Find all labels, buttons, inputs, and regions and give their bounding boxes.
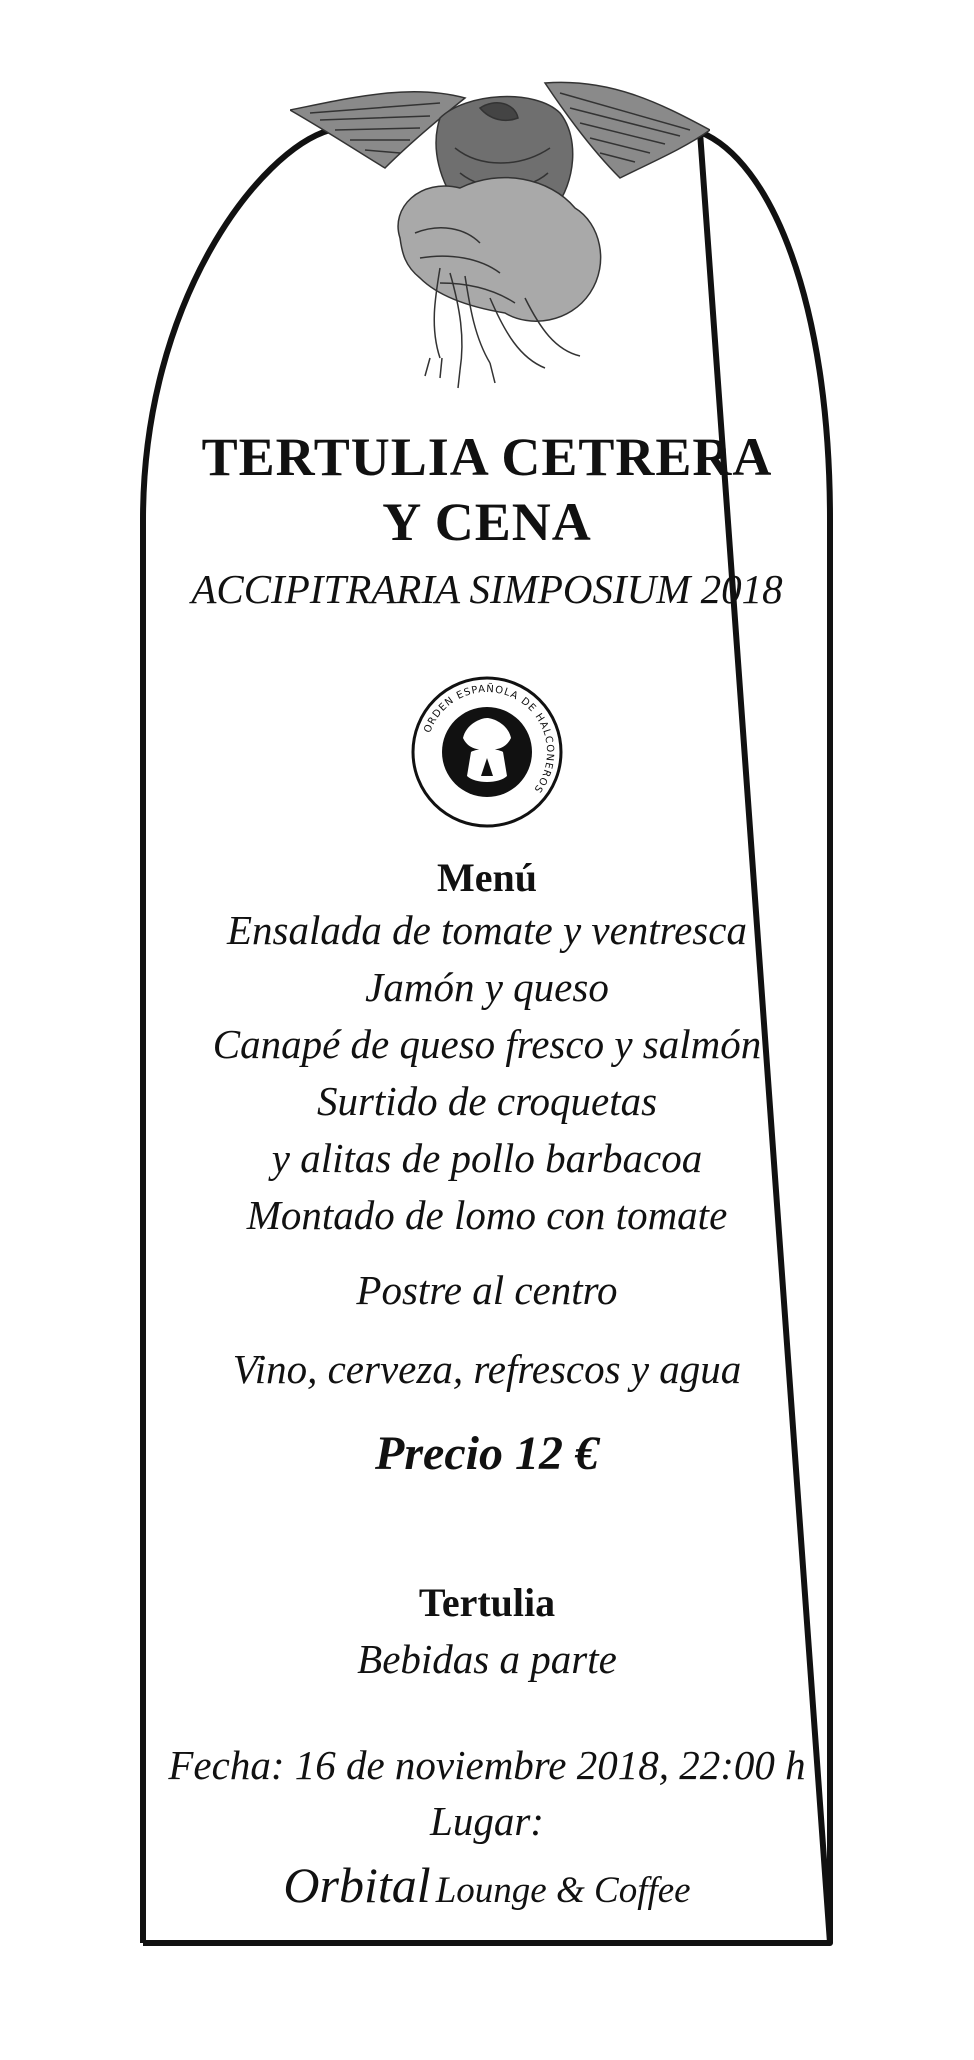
menu-item-1: Ensalada de tomate y ventresca (227, 907, 747, 953)
title-line-1: TERTULIA CETRERA (201, 427, 773, 487)
falcon-on-glove-illustration (290, 58, 710, 418)
menu-dessert: Postre al centro (356, 1267, 618, 1313)
venue-name: Orbital (283, 1857, 431, 1913)
event-place-label: Lugar: (430, 1798, 544, 1844)
event-venue (0, 1856, 974, 1914)
svg-text:ORDEN ESPAÑOLA DE HALCONEROS: ORDEN ESPAÑOLA DE HALCONEROS (422, 683, 556, 795)
venue-suffix: Lounge & Coffee (435, 1870, 691, 1911)
menu-item-6: Montado de lomo con tomate (246, 1192, 728, 1238)
event-date: Fecha: 16 de noviembre 2018, 22:00 h (168, 1742, 806, 1788)
menu-item-2: Jamón y queso (365, 964, 609, 1010)
menu-item-5: y alitas de pollo barbacoa (271, 1135, 703, 1181)
tertulia-note: Bebidas a parte (357, 1636, 617, 1682)
event-subtitle: ACCIPITRARIA SIMPOSIUM 2018 (191, 566, 783, 612)
menu-heading: Menú (437, 855, 537, 900)
menu-drinks: Vino, cerveza, refrescos y agua (232, 1346, 742, 1392)
menu-price: Precio 12 € (375, 1427, 599, 1480)
tertulia-heading: Tertulia (418, 1580, 556, 1625)
menu-item-3: Canapé de queso fresco y salmón (212, 1021, 762, 1067)
title-line-2: Y CENA (382, 492, 592, 552)
order-seal-logo (411, 676, 563, 828)
menu-item-4: Surtido de croquetas (316, 1078, 658, 1124)
